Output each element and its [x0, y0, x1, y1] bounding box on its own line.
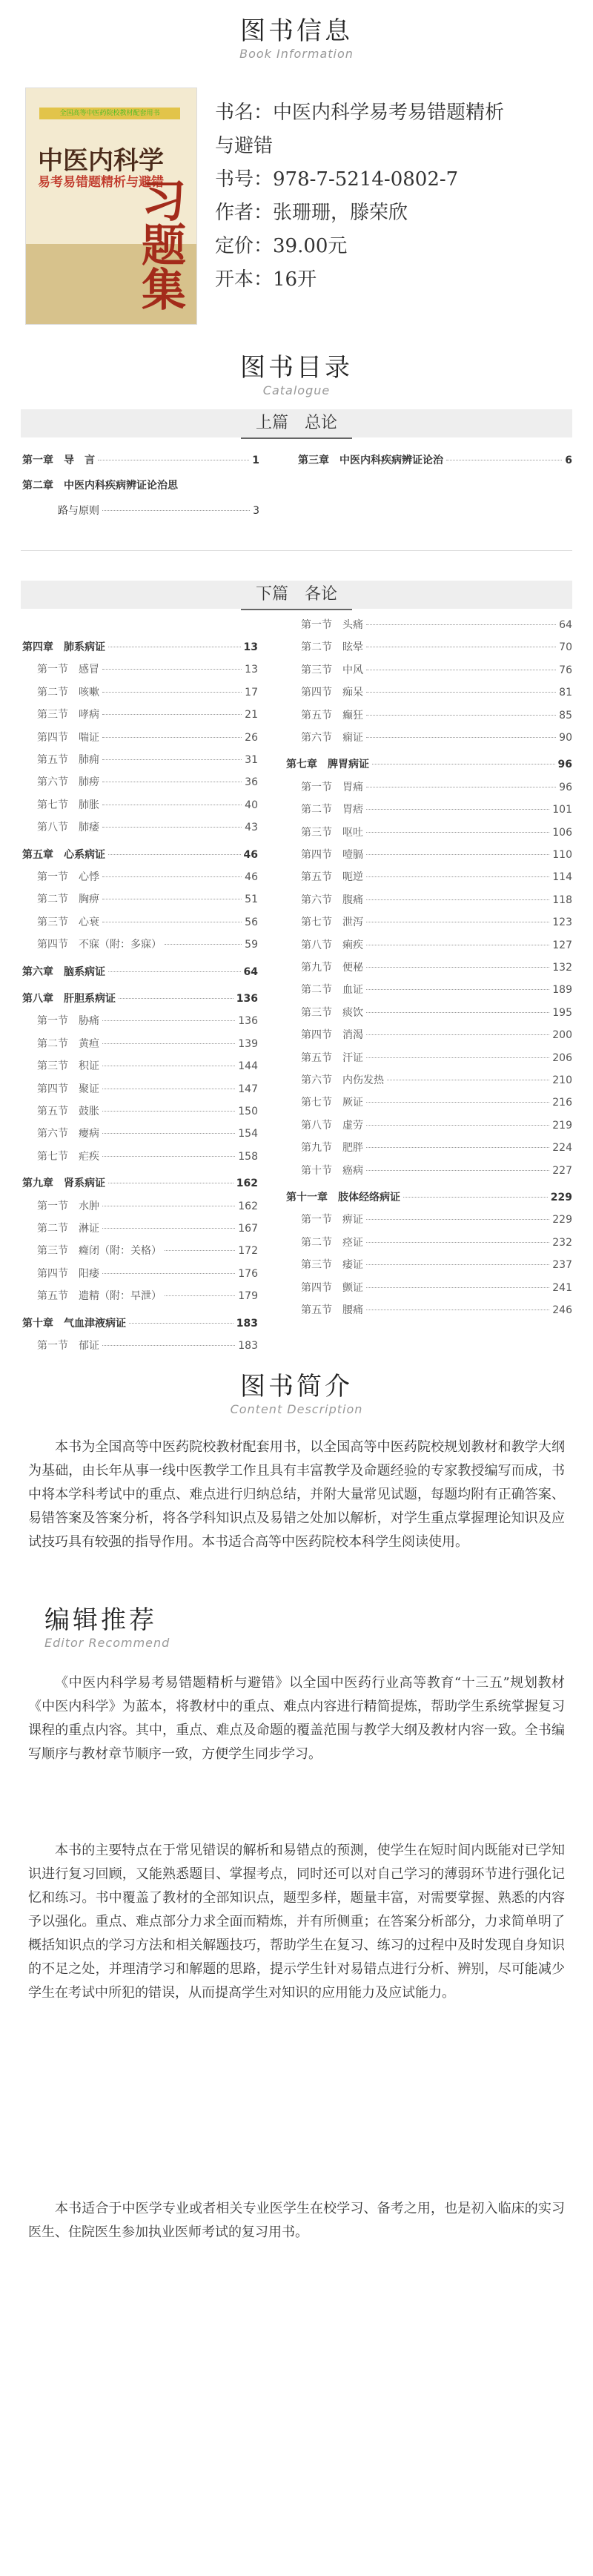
toc-section-entry [37, 1243, 258, 1258]
toc-leader-dots [102, 827, 242, 828]
toc-section-entry [301, 892, 572, 907]
toc-section-entry [37, 774, 258, 789]
toc-page-number: 17 [245, 686, 258, 699]
toc-leader-dots [102, 759, 242, 760]
toc-page-number: 189 [552, 984, 572, 997]
toc-page-number: 195 [552, 1006, 572, 1019]
toc-entry-label: 第五章 心系病证 [22, 848, 105, 861]
toc-page-number: 118 [552, 894, 572, 906]
toc-section-entry [301, 662, 572, 677]
toc-chapter-entry [22, 1175, 258, 1190]
toc-leader-dots [366, 1170, 549, 1171]
toc-part2-label: 下篇 各论 [241, 581, 352, 610]
intro-section-title [0, 1366, 593, 1416]
toc-page-number: 167 [238, 1223, 258, 1235]
toc-entry-label: 第四节 噎膈 [301, 849, 363, 861]
toc-leader-dots [366, 899, 549, 900]
toc-page-number: 154 [238, 1128, 258, 1140]
toc-leader-dots [102, 1228, 235, 1229]
toc-leader-dots [366, 1264, 549, 1265]
toc-entry-label: 第五节 腰痛 [301, 1304, 363, 1316]
toc-entry-label: 第八节 虚劳 [301, 1119, 363, 1132]
toc-page-number: 139 [238, 1037, 258, 1050]
toc-chapter-entry [22, 847, 258, 862]
toc-entry-label: 第七节 肺胀 [37, 799, 99, 811]
toc-section-entry [301, 1302, 572, 1317]
toc-entry-label: 第五节 癫狂 [301, 709, 363, 721]
toc-entry-label: 第六节 痫证 [301, 732, 363, 744]
toc-page-number: 206 [552, 1051, 572, 1064]
toc-section-entry [301, 1280, 572, 1295]
toc-leader-dots [366, 876, 549, 877]
toc-chapter-entry [22, 991, 258, 1005]
toc-entry-label: 第九节 便秘 [301, 962, 363, 974]
toc-page-number: 227 [552, 1164, 572, 1177]
toc-section-entry [301, 1072, 572, 1087]
toc-leader-dots [366, 967, 549, 968]
toc-page-number: 59 [245, 939, 258, 951]
toc-entry-label: 第五节 遗精（附：早泄） [37, 1290, 162, 1303]
toc-page-number: 51 [245, 894, 258, 906]
toc-page-number: 232 [552, 1236, 572, 1249]
toc-page-number: 64 [243, 965, 258, 978]
toc-section-entry [301, 914, 572, 929]
info-line: 与避错 [215, 135, 274, 157]
toc-entry-label: 第四节 不寐（附：多寐） [37, 939, 162, 951]
toc-leader-dots [129, 1323, 233, 1324]
toc-leader-dots [165, 1295, 235, 1296]
toc-section-entry [301, 1257, 572, 1272]
toc-entry-label: 第八章 肝胆系病证 [22, 993, 116, 1005]
toc-entry-label: 第三节 呕吐 [301, 826, 363, 839]
toc-entry-label: 第三节 痰饮 [301, 1006, 363, 1019]
toc-page-number: 64 [559, 619, 572, 631]
info-line: 定价：39.00元 [215, 235, 348, 257]
info-section-title [0, 10, 593, 61]
cover-subtitle: 易考易错题精析与避错 [38, 175, 164, 190]
book-info-list [215, 96, 578, 297]
toc-page-number: 26 [245, 731, 258, 744]
toc-page-number: 229 [550, 1192, 572, 1203]
toc-section-entry [37, 1266, 258, 1281]
toc-section-entry [37, 1198, 258, 1213]
toc-page-number: 46 [243, 848, 258, 861]
toc-leader-dots [108, 971, 241, 972]
toc-entry-label: 第七节 泄泻 [301, 917, 363, 929]
toc-page-number: 114 [552, 871, 572, 884]
toc-section-entry [301, 684, 572, 699]
toc-section-entry [37, 752, 258, 767]
toc-entry-label: 第一节 感冒 [37, 664, 99, 676]
toc-entry-label: 第四节 喘证 [37, 731, 99, 744]
toc-page-number: 13 [245, 664, 258, 676]
toc-part1-label: 上篇 总论 [241, 409, 352, 439]
toc-entry-label: 第五节 呃逆 [301, 871, 363, 884]
toc-section-entry [301, 1140, 572, 1155]
toc-entry-label: 第五节 鼓胀 [37, 1106, 99, 1117]
toc-leader-dots [102, 737, 242, 738]
toc-entry-label: 第四节 痴呆 [301, 687, 363, 699]
toc-entry-label: 第九章 肾系病证 [22, 1178, 105, 1190]
toc-section-entry [37, 707, 258, 721]
toc-section-entry [301, 960, 572, 974]
toc-chapter-entry [22, 452, 259, 467]
toc-page-number: 158 [238, 1150, 258, 1163]
toc-leader-dots [366, 692, 556, 693]
toc-page-number: 46 [245, 871, 258, 883]
toc-page-number: 172 [238, 1245, 258, 1258]
toc-leader-dots [366, 854, 549, 855]
toc-entry-label: 第十章 气血津液病证 [22, 1317, 126, 1330]
toc-page-number: 127 [552, 939, 572, 951]
toc-section-entry [37, 891, 258, 906]
toc-section-entry [301, 847, 572, 862]
toc-section-entry [37, 1221, 258, 1235]
toc-page-number: 106 [552, 826, 572, 839]
toc-section-entry [301, 1005, 572, 1020]
toc-entry-label: 第八节 痢疾 [301, 939, 363, 951]
toc-page-number: 147 [238, 1083, 258, 1095]
toc-entry-label: 第三节 心衰 [37, 916, 99, 928]
toc-leader-dots [366, 1242, 549, 1243]
toc-section-title [0, 347, 593, 397]
toc-chapter-entry [22, 478, 259, 492]
toc-page-number: 90 [559, 732, 572, 744]
editor-paragraph-3: 本书适合于中医学专业或者相关专业医学生在校学习、备考之用，也是初入临床的实习医生、住院医生参加执业医师考试的复习用书。 [28, 2201, 565, 2240]
toc-section-entry [37, 819, 258, 834]
toc-leader-dots [102, 1273, 235, 1274]
toc-entry-label: 第七节 疟疾 [37, 1150, 99, 1163]
toc-page-number: 136 [236, 993, 258, 1005]
cover-title: 中医内科学 [38, 146, 164, 176]
toc-page-number: 219 [552, 1119, 572, 1132]
toc-divider [21, 550, 572, 551]
toc-page-number: 132 [552, 962, 572, 974]
toc-section-entry [37, 914, 258, 929]
toc-entry-label: 第四节 聚证 [37, 1083, 99, 1095]
toc-page-number: 1 [252, 455, 259, 466]
toc-page-number: 237 [552, 1259, 572, 1272]
toc-leader-dots [366, 737, 556, 738]
toc-entry-label: 第四节 颤证 [301, 1281, 363, 1294]
toc-page-number: 21 [245, 709, 258, 721]
toc-section-entry [37, 730, 258, 744]
cover-calligraphy: 习题集 [134, 177, 186, 311]
toc-entry-label: 路与原则 [58, 505, 99, 517]
toc-page-number: 200 [552, 1029, 572, 1042]
toc-entry-label: 第一节 头痛 [301, 619, 363, 631]
toc-section-entry [301, 802, 572, 816]
toc-section-entry [301, 707, 572, 722]
toc-page-number: 241 [552, 1281, 572, 1294]
toc-section-entry [301, 779, 572, 794]
intro-subtitle: Content Description [230, 1402, 363, 1416]
toc-page-number: 210 [552, 1074, 572, 1086]
toc-section-entry [301, 1027, 572, 1042]
toc-entry-label: 第二节 黄疸 [37, 1037, 99, 1050]
toc-page-number: 6 [565, 455, 572, 466]
toc-page-number: 150 [238, 1106, 258, 1117]
toc-entry-label: 第二节 咳嗽 [37, 686, 99, 699]
toc-leader-dots [102, 1133, 235, 1134]
toc-entry-label: 第五节 汗证 [301, 1051, 363, 1064]
toc-leader-dots [366, 832, 549, 833]
toc-entry-label: 第六节 内伤发热 [301, 1074, 384, 1086]
toc-entry-label: 第二节 淋证 [37, 1223, 99, 1235]
toc-section-entry [301, 1117, 572, 1132]
toc-page-number: 101 [552, 804, 572, 816]
toc-entry-label: 第一节 郁证 [37, 1340, 99, 1352]
toc-entry-label: 第二节 痉证 [301, 1236, 363, 1249]
toc-entry-label: 第四章 肺系病证 [22, 641, 105, 653]
toc-entry-label: 第三章 中医内科疾病辨证论治 [298, 455, 443, 466]
toc-entry-label: 第一节 胁痛 [37, 1015, 99, 1028]
toc-section-entry [301, 825, 572, 839]
toc-leader-dots [102, 1020, 235, 1021]
toc-section-entry [37, 684, 258, 699]
toc-page-number: 162 [236, 1178, 258, 1190]
toc-entry-label: 第六节 瘿病 [37, 1128, 99, 1140]
toc-page-number: 81 [559, 687, 572, 699]
info-line: 书名：中医内科学易考易错题精析 [215, 102, 505, 124]
toc-page-number: 176 [238, 1267, 258, 1280]
toc-section-entry [37, 797, 258, 812]
toc-leader-dots [102, 1156, 235, 1157]
toc-section-entry [37, 937, 258, 951]
toc-entry-label: 第五节 肺痈 [37, 754, 99, 766]
toc-leader-dots [366, 1102, 549, 1103]
toc-entry-label: 第七章 脾胃病证 [286, 759, 369, 771]
toc-section-entry [37, 1288, 258, 1303]
toc-leader-dots [165, 1250, 235, 1251]
cover-series: 全国高等中医药院校教材配套用书 [39, 108, 180, 119]
toc-page-number: 70 [559, 641, 572, 654]
toc-entry-label: 第三节 哮病 [37, 709, 99, 721]
toc-leader-dots [366, 1125, 549, 1126]
toc-section-entry [37, 869, 258, 884]
toc-page-number: 224 [552, 1142, 572, 1155]
toc-section-entry [301, 730, 572, 744]
toc-section-entry [37, 1013, 258, 1028]
toc-page-number: 43 [245, 822, 258, 834]
toc-page-number: 183 [236, 1317, 258, 1330]
toc-page-number: 110 [552, 849, 572, 861]
toc-page-number: 136 [238, 1015, 258, 1028]
toc-leader-dots [366, 624, 556, 625]
toc-leader-dots [403, 1197, 548, 1198]
editor-title: 编辑推荐 [44, 1605, 157, 1635]
toc-entry-label: 第二章 中医内科疾病辨证论治思 [22, 480, 178, 492]
toc-page-number: 31 [245, 754, 258, 766]
toc-entry-label: 第三节 中风 [301, 664, 363, 676]
toc-chapter-entry [22, 639, 258, 654]
toc-part1-header [21, 409, 572, 437]
toc-section-entry [58, 503, 259, 518]
toc-section-entry [301, 639, 572, 654]
toc-chapter-entry [22, 1315, 258, 1330]
toc-section-entry [37, 1338, 258, 1353]
toc-section-entry [301, 982, 572, 997]
toc-entry-label: 第二节 血证 [301, 984, 363, 997]
toc-page-number: 96 [559, 781, 572, 793]
toc-page-number: 3 [253, 505, 259, 517]
info-line: 作者：张珊珊，滕荣欣 [215, 202, 408, 224]
toc-entry-label: 第六章 脑系病证 [22, 965, 105, 978]
intro-title: 图书简介 [240, 1372, 353, 1401]
toc-page-number: 162 [238, 1200, 258, 1212]
toc-section-entry [37, 661, 258, 676]
toc-leader-dots [366, 809, 549, 810]
toc-page-number: 96 [557, 759, 572, 771]
info-subtitle: Book Information [239, 47, 354, 61]
toc-section-entry [301, 869, 572, 884]
toc-entry-label: 第四节 消渴 [301, 1029, 363, 1042]
toc-entry-label: 第一章 导 言 [22, 455, 95, 466]
toc-section-entry [301, 1163, 572, 1178]
toc-page-number: 76 [559, 664, 572, 676]
toc-section-entry [37, 1103, 258, 1118]
toc-leader-dots [102, 714, 242, 715]
toc-section-entry [301, 1094, 572, 1109]
info-line: 开本：16开 [215, 268, 317, 291]
toc-page-number: 85 [559, 709, 572, 721]
toc-entry-label: 第九节 肥胖 [301, 1142, 363, 1155]
toc-entry-label: 第六节 腹痛 [301, 894, 363, 906]
toc-entry-label: 第一节 胃痛 [301, 781, 363, 793]
toc-leader-dots [108, 854, 241, 855]
toc-part2-header [21, 581, 572, 609]
info-title: 图书信息 [240, 16, 353, 46]
toc-entry-label: 第三节 积证 [37, 1060, 99, 1073]
toc-entry-label: 第二节 胃痞 [301, 804, 363, 816]
toc-leader-dots [366, 1147, 549, 1148]
toc-leader-dots [102, 1111, 235, 1112]
toc-entry-label: 第三节 癃闭（附：关格） [37, 1245, 162, 1258]
toc-leader-dots [102, 876, 242, 877]
toc-entry-label: 第七节 厥证 [301, 1097, 363, 1109]
toc-leader-dots [366, 1219, 549, 1220]
toc-leader-dots [165, 944, 242, 945]
editor-paragraph-1: 《中医内科学易考易错题精析与避错》以全国中医药行业高等教育“十三五”规划教材《中医内科学》为蓝本，将教材中的重点、难点内容进行精简提炼，帮助学生系统掌握复习课程的重点内容。其中，重点、难点及命题的覆盖范围与教学大纲及教材内容一致。全书编写顺序与教材章节顺序一致，方便学生同步学习。 [28, 1675, 565, 1762]
toc-leader-dots [102, 669, 242, 670]
toc-leader-dots [366, 715, 556, 716]
toc-entry-label: 第二节 眩晕 [301, 641, 363, 654]
toc-leader-dots [102, 692, 242, 693]
toc-page-number: 144 [238, 1060, 258, 1073]
toc-leader-dots [119, 998, 233, 999]
toc-subtitle: Catalogue [262, 383, 331, 397]
toc-page-number: 56 [245, 916, 258, 928]
toc-section-entry [37, 1149, 258, 1163]
toc-page-number: 229 [552, 1214, 572, 1226]
toc-leader-dots [102, 510, 250, 511]
toc-leader-dots [366, 989, 549, 990]
toc-page-number: 40 [245, 799, 258, 811]
editor-paragraph-2: 本书的主要特点在于常见错误的解析和易错点的预测，使学生在短时间内既能对已学知识进行复习回顾，又能熟悉题目、掌握考点，同时还可以对自己学习的薄弱环节进行强化记忆和练习。书中覆盖了教材的全部知识点，题型多样，题量丰富，对需要掌握、熟悉的内容予以强化。重点、难点部分力求全面而精炼，并有所侧重；在答案分析部分，力求简单明了概括知识点的学习方法和相关解题技巧，帮助学生在复习、练习的过程中及时发现自身知识的不足之处，并理清学习和解题的思路，提示学生针对易错点进行分析、辨别，尽可能减少学生在考试中所犯的错误，从而提高学生对知识的应用能力及应试能力。 [28, 1843, 565, 2001]
toc-entry-label: 第八节 肺痿 [37, 822, 99, 834]
toc-page-number: 179 [238, 1290, 258, 1303]
toc-page-number: 246 [552, 1304, 572, 1316]
toc-page-number: 216 [552, 1097, 572, 1109]
editor-section-title [44, 1599, 170, 1650]
toc-leader-dots [366, 1287, 549, 1288]
intro-paragraph: 本书为全国高等中医药院校教材配套用书，以全国高等中医药院校规划教材和教学大纲为基础，由长年从事一线中医教学工作且具有丰富教学及命题经验的专家教授编写而成，书中将本学科考试中的重点、难点进行归纳总结，并附大量常见试题，每题均附有正确答案、易错答案及答案分析，将各学科知识点及易错之处加以解析，对学生重点掌握理论知识及应试技巧具有较强的指导作用。本书适合高等中医药院校本科学生阅读使用。 [28, 1439, 565, 1550]
toc-page-number: 13 [243, 641, 258, 653]
toc-entry-label: 第二节 胸痹 [37, 894, 99, 906]
toc-entry-label: 第六节 肺痨 [37, 776, 99, 789]
book-cover-image [25, 87, 197, 325]
toc-chapter-entry [22, 964, 258, 979]
toc-entry-label: 第一节 心悸 [37, 871, 99, 883]
toc-section-entry [301, 1235, 572, 1249]
toc-leader-dots [102, 1043, 235, 1044]
toc-leader-dots [366, 1012, 549, 1013]
toc-page-number: 183 [238, 1340, 258, 1352]
toc-chapter-entry [286, 756, 572, 771]
toc-section-entry [301, 1212, 572, 1226]
toc-section-entry [301, 1050, 572, 1065]
toc-entry-label: 第三节 痿证 [301, 1259, 363, 1272]
toc-entry-label: 第四节 阳痿 [37, 1267, 99, 1280]
toc-entry-label: 第一节 痹证 [301, 1214, 363, 1226]
toc-chapter-entry [286, 1189, 572, 1204]
toc-section-entry [37, 1036, 258, 1051]
toc-section-entry [37, 1081, 258, 1096]
editor-subtitle: Editor Recommend [44, 1636, 170, 1650]
toc-section-entry [37, 1126, 258, 1140]
toc-section-entry [301, 617, 572, 632]
toc-page-number: 36 [245, 776, 258, 789]
toc-leader-dots [366, 1034, 549, 1035]
toc-entry-label: 第十一章 肢体经络病证 [286, 1192, 400, 1203]
toc-page-number: 123 [552, 917, 572, 929]
toc-title: 图书目录 [240, 353, 353, 383]
toc-leader-dots [102, 1345, 235, 1346]
info-line: 书号：978-7-5214-0802-7 [215, 168, 459, 191]
toc-entry-label: 第十节 癌病 [301, 1164, 363, 1177]
toc-chapter-entry [298, 452, 572, 467]
toc-leader-dots [366, 1057, 549, 1058]
toc-section-entry [301, 937, 572, 952]
toc-entry-label: 第一节 水肿 [37, 1200, 99, 1212]
toc-section-entry [37, 1058, 258, 1073]
